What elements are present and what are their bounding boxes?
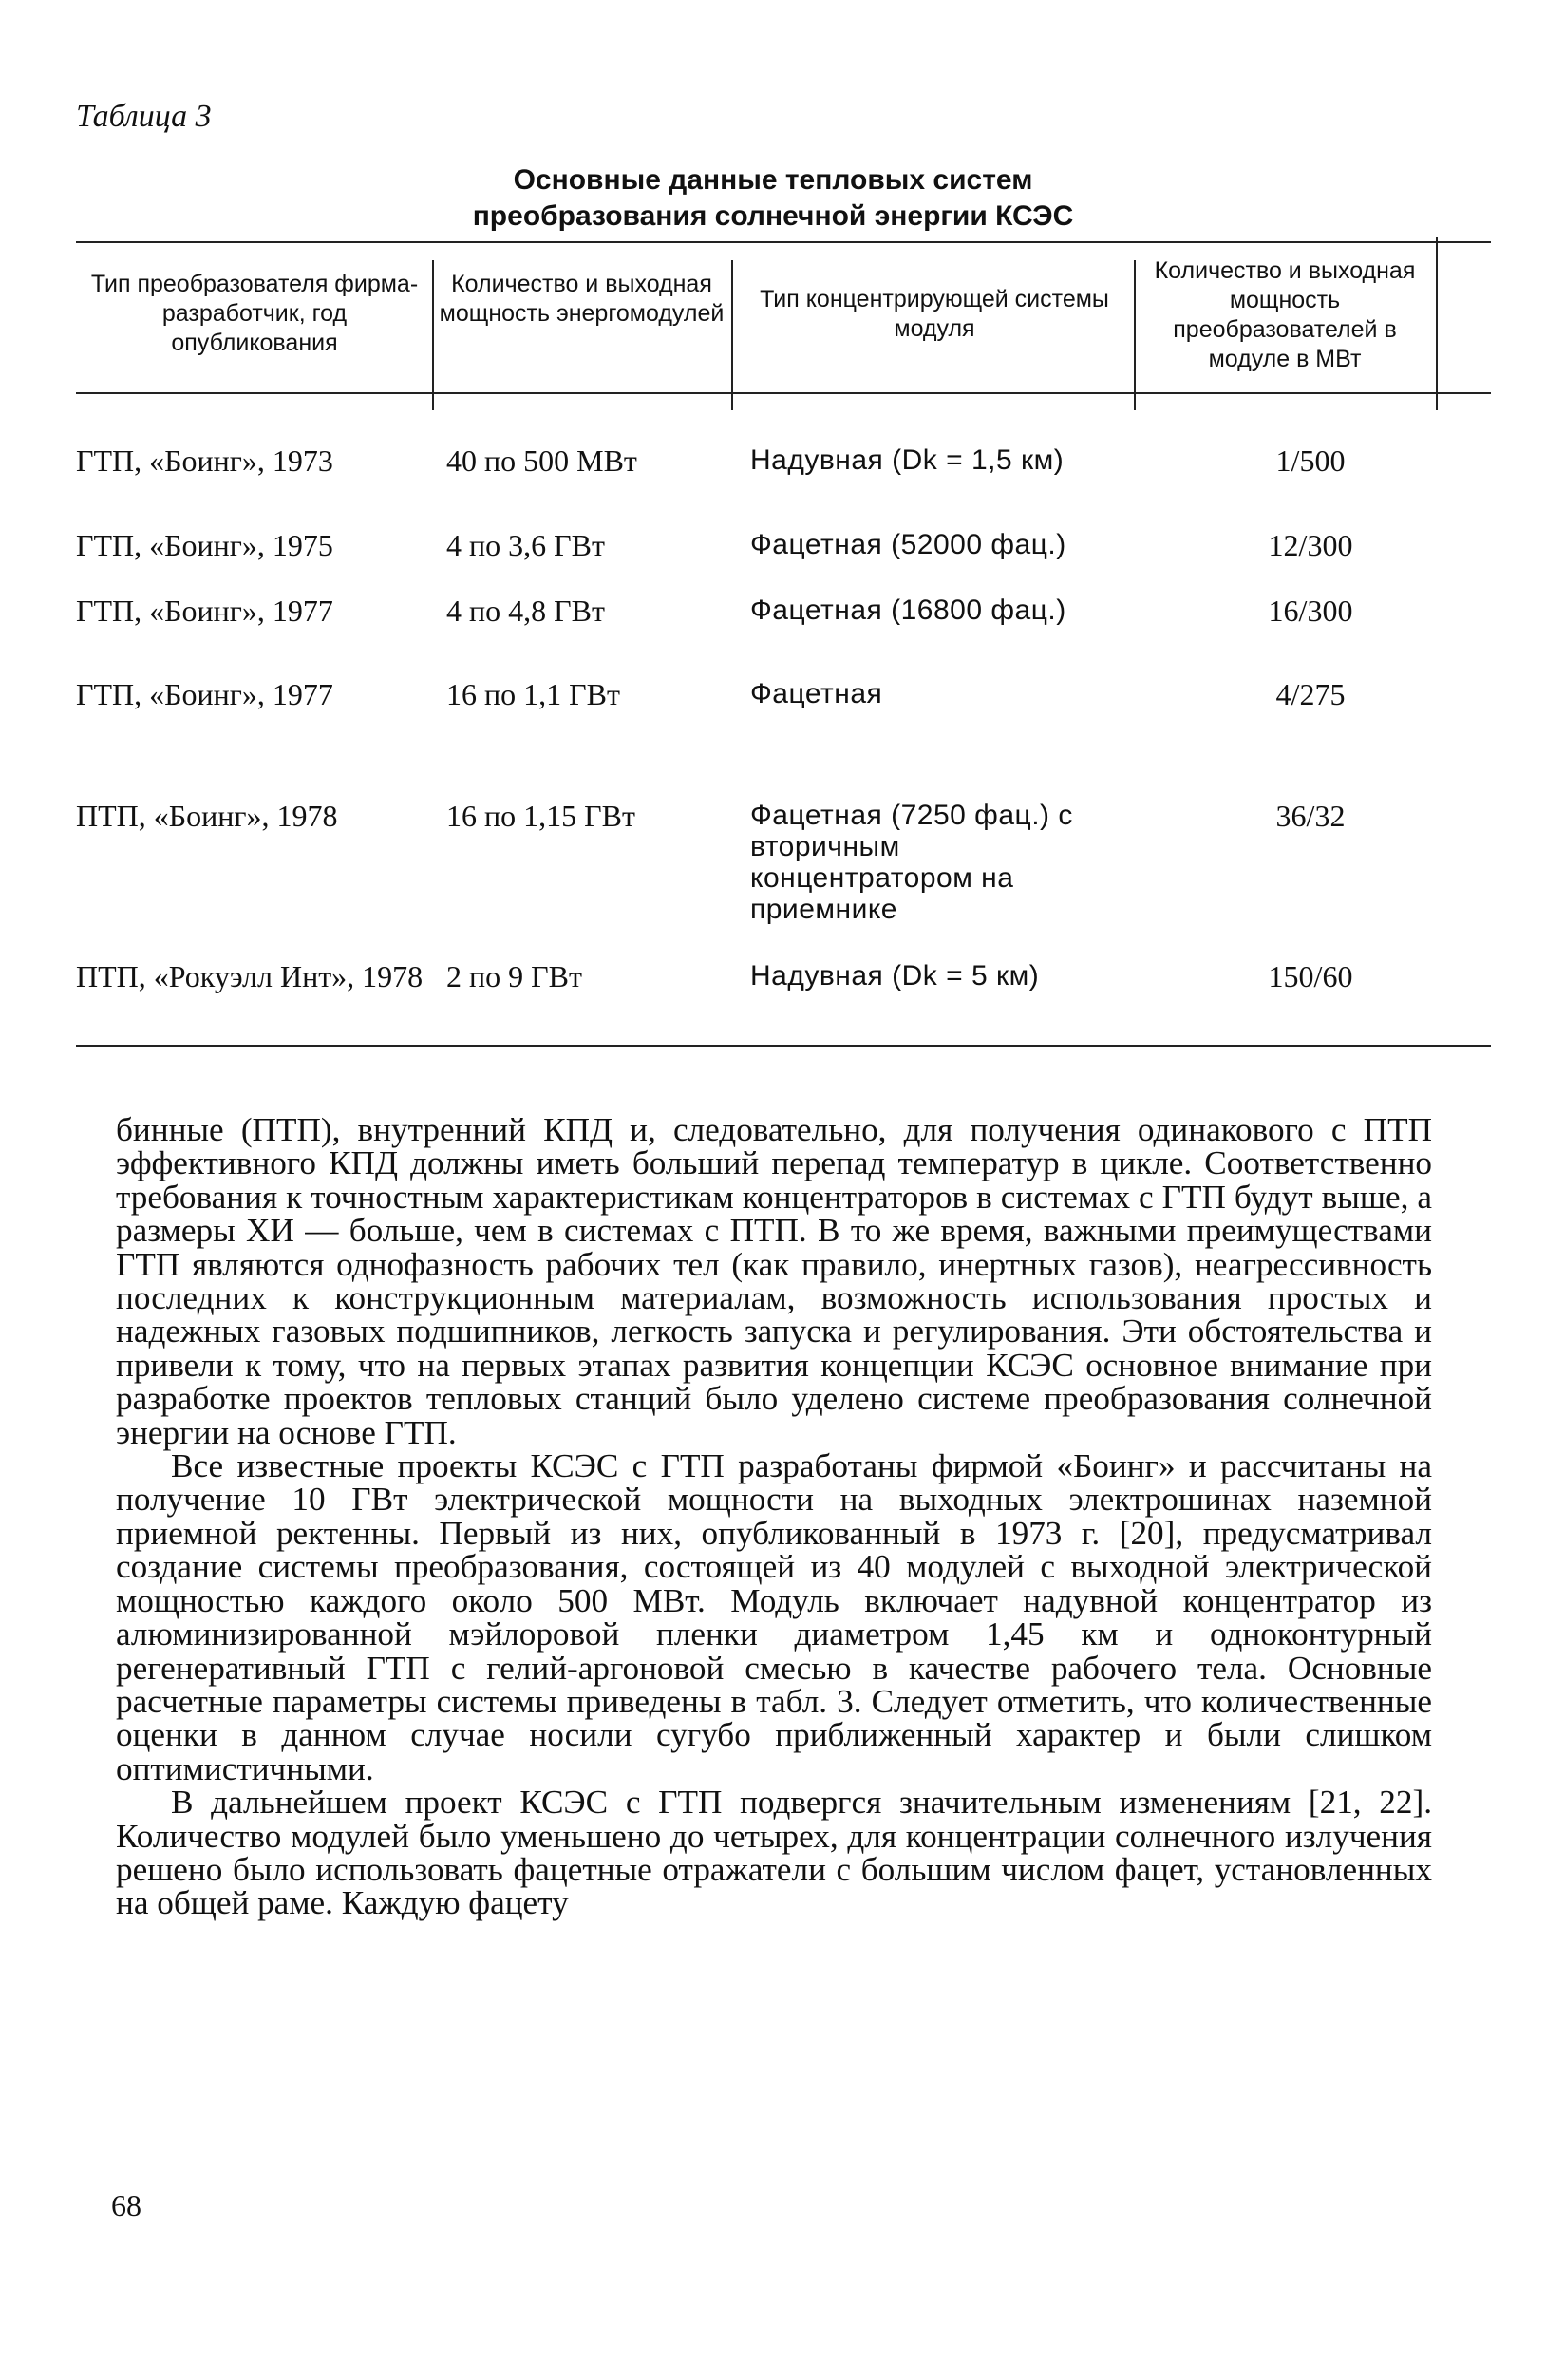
cell-converters: 4/275: [1275, 677, 1346, 711]
paragraph: бинные (ПТП), внутренний КПД и, следовательно, для получения одинакового с ПТП эффективного КПД должны иметь больший перепад температур в цикле. Соответственно требования к точностным характеристикам концентраторов в системах с ГТП будут выше, а размеры ХИ — больше, чем в системах с ПТП. В то же время, важными преимуществами ГТП являются однофазность рабочих тел (как правило, инертных газов), неагрессивность последних к конструкционным материалам, возможность использования простых и надежных газовых подшипников, легкость запуска и регулирования. Эти обстоятельства и привели к тому, что на первых этапах развития концепции КСЭС основное внимание при разработке проектов тепловых станций было уделено системе преобразования солнечной энергии на основе ГТП.: [116, 1111, 1432, 1451]
table-header-rule: [76, 392, 1491, 394]
paragraph: В дальнейшем проект КСЭС с ГТП подвергся значительным изменениям [21, 22]. Количество модулей было уменьшено до четырех, для концентрации солнечного излучения решено было использовать фацетные отражатели с большим числом фацет, установленных на общей раме. Каждую фацету: [116, 1784, 1432, 1922]
cell-modules: 4 по 3,6 ГВт: [446, 528, 605, 562]
header-converter-type: Тип преобразователя фирма-разработчик, год опубликования: [90, 271, 419, 356]
column-divider: [1134, 260, 1136, 410]
cell-concentrator: Фацетная: [750, 678, 883, 709]
table-title-line-2: преобразования солнечной энергии КСЭС: [472, 200, 1074, 232]
cell-converters: 16/300: [1268, 594, 1353, 628]
header-concentrator-type: Тип концентрирующей системы модуля: [760, 286, 1109, 342]
cell-type: ГТП, «Боинг», 1973: [76, 444, 333, 478]
cell-concentrator: Фацетная (16800 фац.): [750, 595, 1066, 626]
column-divider: [1436, 237, 1438, 410]
paragraph: Все известные проекты КСЭС с ГТП разработаны фирмой «Боинг» и рассчитаны на получение 10 ГВт электрической мощности на выходных электрошинах наземной приемной ректенны. Первый из них, опубликованный в 1973 г. [20], предусматривал создание системы преобразования, состоящей из 40 модулей с выходной электрической мощностью каждого около 500 МВт. Модуль включает надувной концентратор из алюминизированной мэйлоровой пленки диаметром 1,45 км и одноконтурный регенеративный ГТП с гелий-аргоновой смесью в качестве рабочего тела. Основные расчетные параметры системы приведены в табл. 3. Следует отметить, что количественные оценки в данном случае носили сугубо приближенный характер и были слишком оптимистичными.: [116, 1447, 1432, 1787]
cell-type: ГТП, «Боинг», 1977: [76, 677, 333, 711]
cell-concentrator: Надувная (Dk = 5 км): [750, 960, 1040, 992]
cell-type: ПТП, «Рокуэлл Инт», 1978: [76, 959, 424, 993]
table-bottom-rule: [76, 1045, 1491, 1047]
cell-converters: 36/32: [1275, 799, 1346, 833]
column-divider: [432, 260, 434, 410]
cell-type: ГТП, «Боинг», 1977: [76, 594, 333, 628]
cell-modules: 16 по 1,15 ГВт: [446, 799, 635, 833]
header-converter-power: Количество и выходная мощность преобразователей в модуле в МВт: [1154, 257, 1416, 372]
page-number: 68: [111, 2188, 141, 2222]
cell-type: ГТП, «Боинг», 1975: [76, 528, 333, 562]
cell-type: ПТП, «Боинг», 1978: [76, 799, 338, 833]
cell-concentrator: Фацетная (7250 фац.) с вторичным концентратором на приемнике: [750, 800, 1073, 925]
cell-concentrator: Фацетная (52000 фац.): [750, 529, 1066, 560]
cell-modules: 16 по 1,1 ГВт: [446, 677, 620, 711]
cell-modules: 40 по 500 МВт: [446, 444, 637, 478]
body-text: [116, 1113, 1432, 1920]
table-title-line-1: Основные данные тепловых систем: [513, 164, 1033, 196]
cell-converters: 12/300: [1268, 528, 1353, 562]
header-module-power: Количество и выходная мощность энергомодулей: [439, 271, 725, 327]
table-label: Таблица 3: [76, 99, 212, 134]
cell-modules: 2 по 9 ГВт: [446, 959, 582, 993]
cell-converters: 150/60: [1268, 959, 1353, 993]
cell-converters: 1/500: [1275, 444, 1346, 478]
column-divider: [731, 260, 733, 410]
table-top-rule: [76, 241, 1491, 243]
cell-modules: 4 по 4,8 ГВт: [446, 594, 605, 628]
cell-concentrator: Надувная (Dk = 1,5 км): [750, 444, 1065, 476]
